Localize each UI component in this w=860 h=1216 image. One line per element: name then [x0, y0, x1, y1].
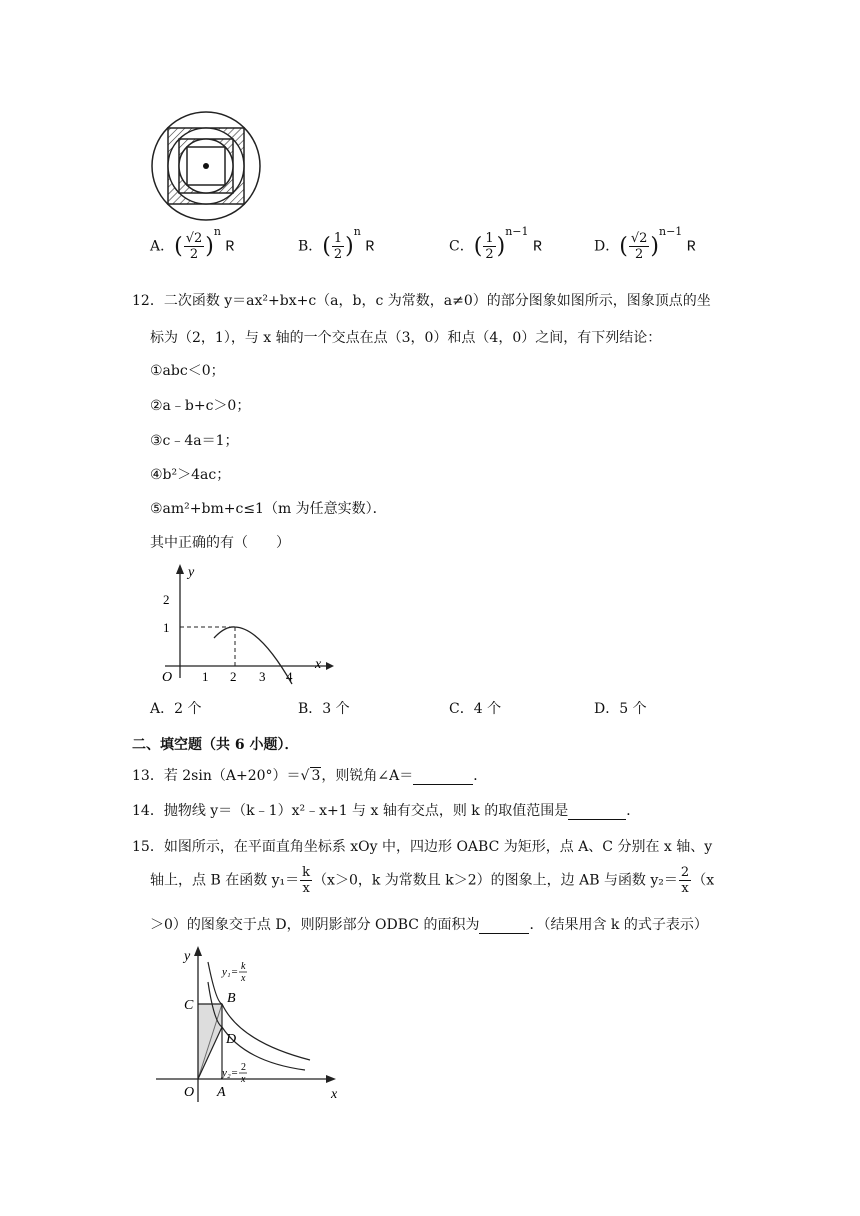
q12-line2: 标为（2，1），与 x 轴的一个交点在点（3，0）和点（4，0）之间，有下列结论： — [150, 330, 662, 346]
svg-text:A: A — [217, 1085, 226, 1100]
q12-line1: 12．二次函数 y＝ax²+bx+c（a，b，c 为常数，a≠0）的部分图象如图所示，图象顶点的坐 — [132, 293, 711, 309]
q12-x-tick-4: 4 — [286, 669, 293, 684]
q12-option-c: C．4 个 — [449, 701, 502, 717]
svg-text:y: y — [184, 949, 191, 964]
q12-x-tick-2: 2 — [230, 669, 237, 684]
svg-text:O: O — [184, 1085, 195, 1100]
q15-line3: ＞0）的图象交于点 D，则阴影部分 ODBC 的面积为 ．（结果用含 k 的式子表示） — [150, 917, 708, 933]
svg-text:x: x — [331, 1087, 338, 1102]
q12-y-label: y — [188, 565, 195, 580]
q13: 13．若 2sin（A+20°）＝√ 3，则锐角∠A＝ ． — [132, 768, 488, 784]
svg-text:y₂=: y₂= — [222, 1067, 239, 1079]
q15-line1: 15．如图所示，在平面直角坐标系 xOy 中，四边形 OABC 为矩形，点 A、C 分别在 x 轴、y — [132, 839, 713, 855]
q11-option-c: C．( $\frac{1}{2}$ )$^{n-1}$ R — [449, 224, 542, 262]
svg-text:x: x — [241, 973, 246, 984]
svg-text:D: D — [226, 1032, 237, 1047]
q12-option-a: A．2 个 — [150, 701, 202, 717]
q12-item-5: ⑤am²+bm+c≤1（m 为任意实数）． — [150, 501, 387, 517]
q11-option-b: B．( $\frac{1}{2}$ )$^n$ R — [298, 224, 375, 262]
section-heading: 二、填空题（共 6 小题）． — [132, 737, 299, 753]
q11-figure — [148, 108, 264, 224]
q12-item-4: ④b²＞4ac； — [150, 467, 231, 483]
svg-text:2: 2 — [241, 1062, 246, 1073]
svg-text:B: B — [227, 991, 236, 1006]
q15-line2: 轴上，点 B 在函数 y₁＝ $\frac{k}{x}$ （x＞0，k 为常数且 k＞2）的图象上，边 AB 与函数 y₂＝ $\frac{2}{x}$ （x — [150, 865, 715, 896]
svg-text:x: x — [241, 1074, 246, 1085]
q12-y-tick-1: 1 — [163, 620, 170, 635]
q12-x-tick-3: 3 — [259, 669, 266, 684]
svg-text:k: k — [241, 961, 246, 972]
svg-text:C: C — [184, 998, 194, 1013]
q12-option-b: B．3 个 — [298, 701, 350, 717]
q11-option-d: D．( $\frac{√2}{2}$ )$^{n-1}$ R — [594, 224, 696, 262]
q12-item-3: ③c﹣4a＝1； — [150, 433, 239, 449]
q12-origin: O — [162, 670, 173, 685]
q12-x-label: x — [315, 657, 322, 672]
q12-x-tick-1: 1 — [202, 669, 209, 684]
q12-graph — [150, 560, 340, 686]
q12-parabola — [214, 627, 292, 684]
q15-graph — [150, 942, 350, 1106]
q11-option-a: A．( $\frac{√2}{2}$ )$^n$ R — [150, 224, 235, 262]
q12-item-2: ②a﹣b+c＞0； — [150, 398, 251, 414]
svg-text:y₁=: y₁= — [222, 966, 239, 978]
q12-y-tick-2: 2 — [163, 592, 170, 607]
q14: 14．抛物线 y＝（k﹣1）x²﹣x+1 与 x 轴有交点，则 k 的取值范围是 ． — [132, 803, 641, 819]
q12-item-1: ①abc＜0； — [150, 363, 225, 379]
q12-option-d: D．5 个 — [594, 701, 647, 717]
q12-prompt: 其中正确的有（ ） — [150, 535, 290, 551]
